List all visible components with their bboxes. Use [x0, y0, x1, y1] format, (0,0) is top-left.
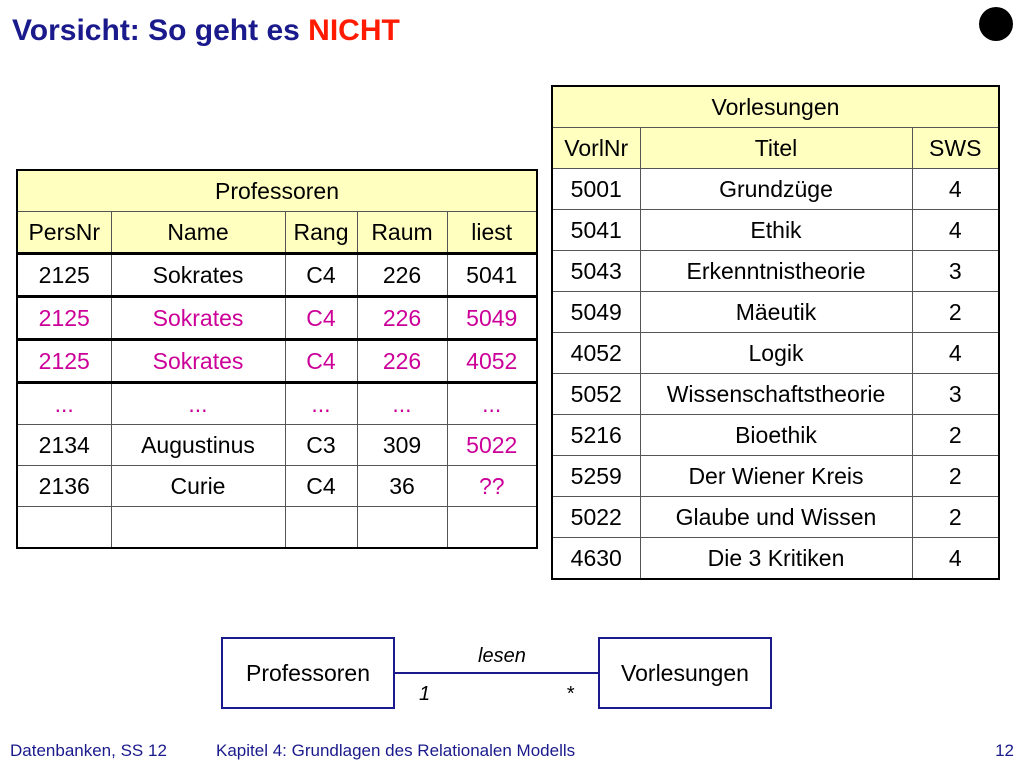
uml-vorlesungen-label: Vorlesungen [621, 659, 749, 686]
table-row [17, 507, 537, 549]
column-header-vorlnr: VorlNr [552, 128, 640, 169]
cell-liest: 5041 [447, 254, 537, 297]
title-emphasis: NICHT [308, 14, 400, 47]
column-header-persnr: PersNr [17, 212, 111, 254]
bullet-dot-icon [979, 7, 1013, 41]
cell-titel: Wissenschaftstheorie [640, 374, 912, 415]
slide-title [12, 14, 400, 48]
uml-vorlesungen-class [598, 637, 772, 709]
cell-liest: ... [447, 383, 537, 425]
table-row [17, 254, 537, 297]
cell-raum: 309 [357, 425, 447, 466]
uml-right-multiplicity: * [566, 683, 574, 705]
cell-vorlnr: 5001 [552, 169, 640, 210]
cell-titel: Ethik [640, 210, 912, 251]
cell-sws: 3 [912, 374, 999, 415]
cell-vorlnr: 5043 [552, 251, 640, 292]
table-row [17, 466, 537, 507]
table-row [552, 210, 999, 251]
cell-titel: Der Wiener Kreis [640, 456, 912, 497]
table-row [552, 292, 999, 333]
cell-vorlnr: 5049 [552, 292, 640, 333]
cell-vorlnr: 4052 [552, 333, 640, 374]
cell-titel: Die 3 Kritiken [640, 538, 912, 580]
cell-persnr: 2125 [17, 297, 111, 340]
professoren-table-name: Professoren [17, 170, 537, 212]
cell-name: Sokrates [111, 254, 285, 297]
cell-raum: 36 [357, 466, 447, 507]
uml-left-multiplicity: 1 [419, 683, 431, 705]
column-header-name: Name [111, 212, 285, 254]
table-row [17, 383, 537, 425]
cell-vorlnr: 5041 [552, 210, 640, 251]
table-row [17, 340, 537, 383]
column-header-liest: liest [447, 212, 537, 254]
table-row [17, 425, 537, 466]
cell-titel: Grundzüge [640, 169, 912, 210]
footer-chapter: Kapitel 4: Grundlagen des Relationalen Modells [216, 741, 576, 760]
footer-course: Datenbanken, SS 12 [10, 741, 167, 760]
table-row [552, 456, 999, 497]
cell-vorlnr: 5052 [552, 374, 640, 415]
cell-name: Curie [111, 466, 285, 507]
cell-titel: Glaube und Wissen [640, 497, 912, 538]
cell-liest [447, 507, 537, 549]
title-prefix: Vorsicht: So geht es [12, 14, 309, 47]
table-row [552, 497, 999, 538]
cell-vorlnr: 5259 [552, 456, 640, 497]
cell-raum: ... [357, 383, 447, 425]
table-row [552, 251, 999, 292]
cell-liest: 4052 [447, 340, 537, 383]
cell-vorlnr: 4630 [552, 538, 640, 580]
cell-name: Sokrates [111, 340, 285, 383]
cell-vorlnr: 5022 [552, 497, 640, 538]
cell-sws: 2 [912, 456, 999, 497]
table-row [552, 538, 999, 580]
table-row [552, 374, 999, 415]
cell-sws: 4 [912, 538, 999, 580]
cell-name [111, 507, 285, 549]
cell-sws: 2 [912, 292, 999, 333]
vorlesungen-table [551, 85, 1000, 580]
cell-sws: 4 [912, 210, 999, 251]
professoren-table [16, 169, 538, 549]
cell-rang: C4 [285, 466, 357, 507]
table-row [552, 333, 999, 374]
table-row [552, 415, 999, 456]
uml-association-line [393, 672, 598, 674]
cell-persnr: 2125 [17, 254, 111, 297]
cell-raum: 226 [357, 340, 447, 383]
footer-page-number: 12 [995, 741, 1014, 760]
vorlesungen-table-name: Vorlesungen [552, 86, 999, 128]
cell-titel: Bioethik [640, 415, 912, 456]
cell-rang: C4 [285, 297, 357, 340]
cell-sws: 3 [912, 251, 999, 292]
cell-sws: 4 [912, 169, 999, 210]
cell-persnr: 2136 [17, 466, 111, 507]
cell-liest: 5049 [447, 297, 537, 340]
cell-persnr: 2134 [17, 425, 111, 466]
column-header-titel: Titel [640, 128, 912, 169]
cell-name: Sokrates [111, 297, 285, 340]
cell-persnr [17, 507, 111, 549]
cell-rang [285, 507, 357, 549]
cell-liest: 5022 [447, 425, 537, 466]
cell-rang: C3 [285, 425, 357, 466]
column-header-rang: Rang [285, 212, 357, 254]
cell-sws: 4 [912, 333, 999, 374]
column-header-raum: Raum [357, 212, 447, 254]
cell-titel: Logik [640, 333, 912, 374]
cell-rang: ... [285, 383, 357, 425]
cell-titel: Mäeutik [640, 292, 912, 333]
cell-vorlnr: 5216 [552, 415, 640, 456]
cell-raum: 226 [357, 254, 447, 297]
cell-rang: C4 [285, 340, 357, 383]
uml-association-name: lesen [478, 645, 526, 667]
uml-professoren-label: Professoren [245, 659, 370, 686]
cell-sws: 2 [912, 415, 999, 456]
table-row [552, 169, 999, 210]
cell-titel: Erkenntnistheorie [640, 251, 912, 292]
cell-raum: 226 [357, 297, 447, 340]
cell-persnr: ... [17, 383, 111, 425]
cell-name: ... [111, 383, 285, 425]
cell-raum [357, 507, 447, 549]
table-row [17, 297, 537, 340]
cell-sws: 2 [912, 497, 999, 538]
column-header-sws: SWS [912, 128, 999, 169]
cell-name: Augustinus [111, 425, 285, 466]
uml-professoren-class [221, 637, 395, 709]
cell-liest: ?? [447, 466, 537, 507]
cell-rang: C4 [285, 254, 357, 297]
cell-persnr: 2125 [17, 340, 111, 383]
